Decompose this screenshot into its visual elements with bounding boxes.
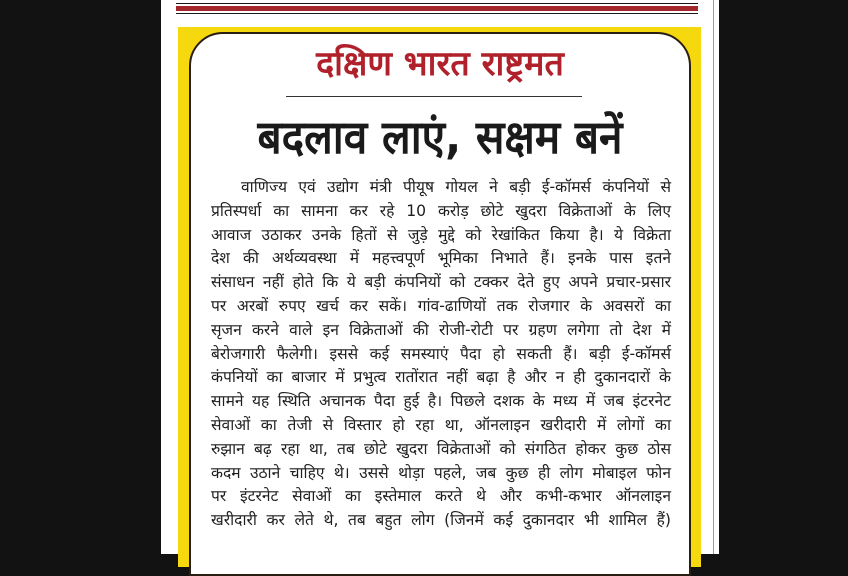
header-rule-bottom <box>176 13 698 14</box>
body-line: खरीदारी कर लेते थे, तब बहुत लोग (जिनमें कई दुकानदार भी शामिल हैं) <box>211 511 671 530</box>
editorial-headline: बदलाव लाएं, सक्षम बनें <box>257 110 623 164</box>
body-line: बेरोजगारी फैलेगी। इससे कई समस्याएं पैदा हो सकती हैं। बड़ी ई-कॉमर्स <box>211 344 671 363</box>
body-line: पर इंटरनेट सेवाओं का इस्तेमाल करते थे और कभी-कभार ऑनलाइन <box>211 487 671 506</box>
body-line: आवाज उठाकर उनके हितों से जुड़े मुद्दे को रेखांकित किया है। ये विक्रेता <box>211 225 671 244</box>
editorial-body <box>211 176 671 533</box>
body-line: वाणिज्य एवं उद्योग मंत्री पीयूष गोयल ने बड़ी ई-कॉमर्स कंपनियों से <box>241 178 671 196</box>
body-line: सामने यह स्थिति अचानक पैदा हुई है। पिछले दशक के मध्य में जब इंटरनेट <box>211 392 671 411</box>
header-rule-top <box>176 3 698 4</box>
header-rule-red <box>176 6 698 11</box>
body-line: कंपनियों का बाजार में प्रभुत्व रातोंरात नहीं बढ़ा है और न ही दुकानदारों के <box>211 368 671 387</box>
body-line: प्रतिस्पर्धा का सामना कर रहे 10 करोड़ छोटे खुदरा विक्रेताओं के लिए <box>211 201 671 220</box>
body-line: पर अरबों रुपए खर्च कर सकें। गांव-ढाणियों तक रोजगार के अवसरों का <box>211 296 671 315</box>
body-line: कदम उठाने चाहिए थे। उससे थोड़ा पहले, जब कुछ ही लोग मोबाइल फोन <box>211 463 671 482</box>
body-line: संसाधन नहीं होते कि ये बड़ी कंपनियों को टक्कर देते हुए अपने प्रचार-प्रसार <box>211 273 671 292</box>
masthead-divider <box>286 96 582 97</box>
body-line: देश की अर्थव्यवस्था में महत्त्वपूर्ण भूमिका निभाते हैं। इनके पास इतने <box>211 249 671 268</box>
body-line: सृजन करने वाले इन विक्रेताओं की रोजी-रोटी पर ग्रहण लगेगा तो देश में <box>211 320 671 339</box>
masthead-title: दक्षिण भारत राष्ट्रमत <box>316 44 564 84</box>
page-edge-line <box>713 0 714 554</box>
body-line: रुझान बढ़ रहा था, तब छोटे खुदरा विक्रेताओं को संगठित होकर कुछ ठोस <box>211 439 671 458</box>
body-line: सेवाओं का तेजी से विस्तार हो रहा था, ऑनलाइन खरीदारी में लोगों का <box>211 415 671 434</box>
